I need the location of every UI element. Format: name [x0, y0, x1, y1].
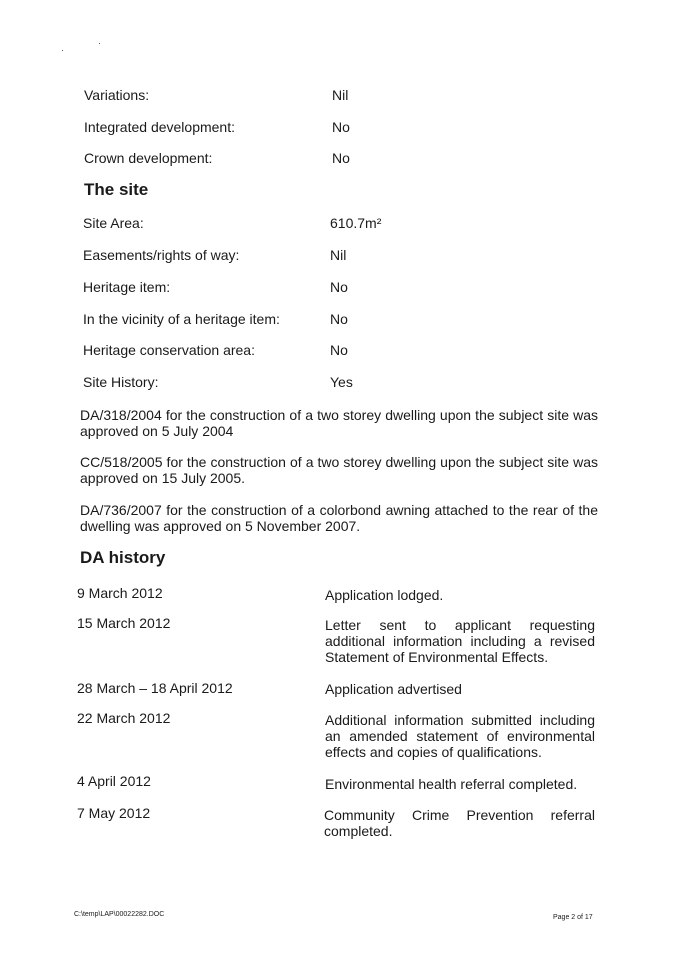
site-label: In the vicinity of a heritage item:: [83, 311, 280, 327]
detail-label: Integrated development:: [84, 119, 235, 135]
site-label: Site History:: [83, 374, 159, 390]
da-history-description: Application lodged.: [325, 587, 444, 603]
da-history-date: 15 March 2012: [77, 615, 171, 631]
da-history-description: Environmental health referral completed.: [325, 776, 578, 792]
da-history-description: Letter sent to applicant requesting additional information including a revised Statement of Environmental Effects.: [325, 617, 595, 665]
section-heading-site: The site: [84, 180, 149, 199]
scan-speck: [99, 43, 100, 44]
da-history-date: 9 March 2012: [77, 585, 163, 601]
section-heading-da-history: DA history: [80, 548, 166, 567]
da-history-entry: [77, 680, 597, 698]
scan-speck: [62, 50, 63, 51]
detail-label: Crown development:: [84, 150, 213, 166]
site-value: Nil: [330, 247, 347, 263]
da-history-date: 7 May 2012: [77, 805, 151, 821]
da-history-description: Additional information submitted including an amended statement of environmental effects and copies of qualifications.: [325, 712, 595, 760]
detail-label: Variations:: [84, 87, 150, 103]
da-history-date: 28 March – 18 April 2012: [77, 680, 233, 696]
da-history-description: Application advertised: [325, 681, 462, 697]
da-history-entry: [77, 710, 597, 760]
site-value: No: [330, 279, 348, 295]
site-value: Yes: [330, 374, 353, 390]
detail-value: No: [332, 150, 350, 166]
site-value: 610.7m²: [330, 215, 382, 231]
da-history-entry: [77, 805, 597, 839]
site-label: Heritage conservation area:: [83, 342, 255, 358]
site-value: No: [330, 311, 348, 327]
da-history-description: Community Crime Prevention referral completed.: [324, 807, 595, 839]
site-history-paragraph: DA/736/2007 for the construction of a colorbond awning attached to the rear of the dwelling was approved on 5 November 2007.: [80, 502, 598, 534]
footer-page-number: Page 2 of 17: [553, 914, 593, 921]
da-history-entry: [77, 615, 597, 665]
da-history-entry: [77, 773, 597, 791]
detail-value: No: [332, 119, 350, 135]
site-label: Heritage item:: [83, 279, 171, 295]
detail-value: Nil: [332, 87, 349, 103]
site-label: Site Area:: [83, 215, 144, 231]
da-history-entry: [77, 585, 597, 603]
da-history-date: 22 March 2012: [77, 710, 171, 726]
da-history-date: 4 April 2012: [77, 773, 151, 789]
site-value: No: [330, 342, 348, 358]
site-history-paragraph: CC/518/2005 for the construction of a two storey dwelling upon the subject site was approved on 15 July 2005.: [80, 454, 598, 486]
footer-file-path: C:\temp\LAP\00022282.DOC: [74, 911, 165, 918]
site-history-paragraph: DA/318/2004 for the construction of a two storey dwelling upon the subject site was approved on 5 July 2004: [80, 407, 598, 439]
site-label: Easements/rights of way:: [83, 247, 240, 263]
